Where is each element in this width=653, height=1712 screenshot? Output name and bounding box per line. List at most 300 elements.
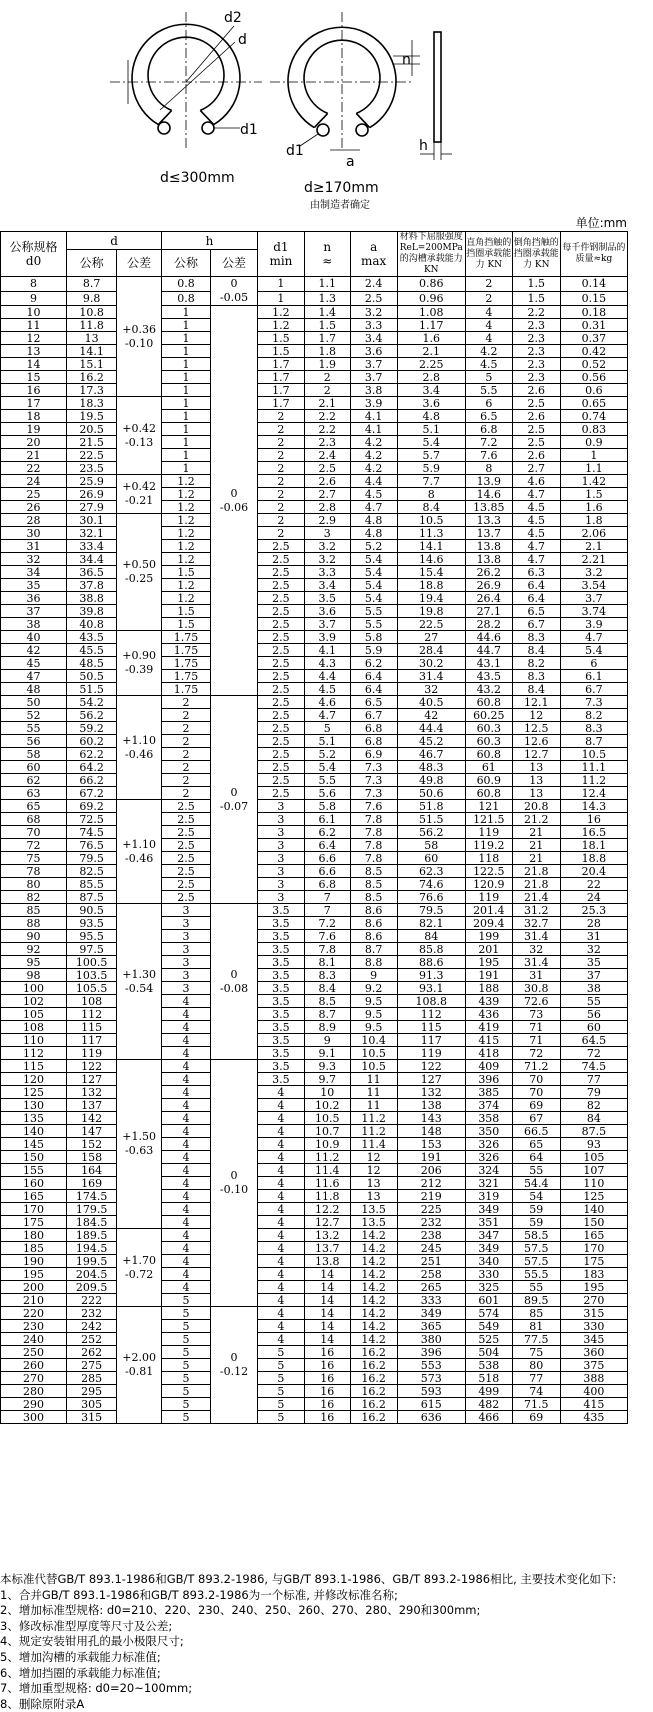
cell-h-nominal: 5	[162, 1346, 211, 1359]
cell-n: 2	[304, 371, 350, 384]
cell-groove-capacity: 115	[397, 1021, 465, 1034]
table-row	[1, 436, 628, 449]
cell-chamfer-capacity: 21	[512, 839, 560, 852]
cell-groove-capacity: 5.7	[397, 449, 465, 462]
cell-d1-min: 3.5	[257, 1034, 304, 1047]
cell-a-max: 10.5	[350, 1047, 397, 1060]
cell-h-nominal: 2.5	[162, 878, 211, 891]
cell-d-nominal: 199.5	[67, 1255, 117, 1268]
cell-d1-min: 2.5	[257, 631, 304, 644]
cell-h-nominal: 1.75	[162, 657, 211, 670]
cell-d0: 78	[1, 865, 67, 878]
cell-h-nominal: 2	[162, 722, 211, 735]
header-d1: d1 min	[257, 232, 304, 277]
cell-square-capacity: 4	[465, 319, 512, 332]
cell-d-nominal: 17.3	[67, 384, 117, 397]
cell-a-max: 14.2	[350, 1229, 397, 1242]
cell-groove-capacity: 8	[397, 488, 465, 501]
cell-d-nominal: 95.5	[67, 930, 117, 943]
cell-h-nominal: 1	[162, 436, 211, 449]
cell-mass: 55	[560, 995, 627, 1008]
cell-d0: 47	[1, 670, 67, 683]
table-row	[1, 696, 628, 709]
table-row	[1, 1398, 628, 1411]
cell-d1-min: 5	[257, 1359, 304, 1372]
cell-d1-min: 2.5	[257, 709, 304, 722]
cell-chamfer-capacity: 1.5	[512, 291, 560, 306]
cell-square-capacity: 4	[465, 332, 512, 345]
table-row	[1, 631, 628, 644]
cell-n: 3.7	[304, 618, 350, 631]
cell-h-nominal: 5	[162, 1398, 211, 1411]
table-row	[1, 1359, 628, 1372]
cell-n: 1.1	[304, 277, 350, 292]
cell-n: 2.2	[304, 410, 350, 423]
cell-d0: 125	[1, 1086, 67, 1099]
table-row	[1, 1164, 628, 1177]
cell-n: 7	[304, 904, 350, 917]
cell-chamfer-capacity: 21.8	[512, 865, 560, 878]
cell-d0: 18	[1, 410, 67, 423]
cell-a-max: 14.2	[350, 1242, 397, 1255]
cell-h-tolerance-line: -0.06	[219, 500, 249, 514]
cell-d1-min: 1.7	[257, 358, 304, 371]
table-row	[1, 291, 628, 306]
cell-groove-capacity: 51.5	[397, 813, 465, 826]
table-row	[1, 904, 628, 917]
cell-d1-min: 5	[257, 1346, 304, 1359]
table-row	[1, 787, 628, 800]
cell-square-capacity: 374	[465, 1099, 512, 1112]
cell-n: 8.3	[304, 969, 350, 982]
cell-groove-capacity: 5.9	[397, 462, 465, 475]
cell-groove-capacity: 84	[397, 930, 465, 943]
cell-a-max: 5.8	[350, 631, 397, 644]
cell-a-max: 5.4	[350, 579, 397, 592]
cell-d1-min: 2.5	[257, 618, 304, 631]
cell-chamfer-capacity: 8.3	[512, 670, 560, 683]
cell-d-nominal: 100.5	[67, 956, 117, 969]
cell-d-tolerance-line: -0.54	[125, 981, 154, 995]
cell-h-nominal: 4	[162, 1216, 211, 1229]
cell-a-max: 8.5	[350, 878, 397, 891]
cell-mass: 1	[560, 449, 627, 462]
cell-d-nominal: 79.5	[67, 852, 117, 865]
cell-a-max: 12	[350, 1164, 397, 1177]
cell-mass: 0.42	[560, 345, 627, 358]
cell-square-capacity: 418	[465, 1047, 512, 1060]
cell-d-nominal: 194.5	[67, 1242, 117, 1255]
table-row	[1, 1190, 628, 1203]
cell-d-tolerance-line: +1.10	[122, 733, 156, 747]
cell-mass: 0.14	[560, 277, 627, 292]
cell-h-nominal: 4	[162, 1008, 211, 1021]
cell-square-capacity: 60.8	[465, 696, 512, 709]
cell-mass: 10.5	[560, 748, 627, 761]
cell-chamfer-capacity: 4.5	[512, 527, 560, 540]
cell-a-max: 16.2	[350, 1385, 397, 1398]
cell-n: 1.4	[304, 306, 350, 319]
cell-groove-capacity: 219	[397, 1190, 465, 1203]
cell-d-nominal: 66.2	[67, 774, 117, 787]
cell-d0: 56	[1, 735, 67, 748]
cell-n: 2.2	[304, 423, 350, 436]
cell-h-nominal: 2.5	[162, 839, 211, 852]
cell-d1-min: 2	[257, 423, 304, 436]
cell-chamfer-capacity: 70	[512, 1086, 560, 1099]
cell-d-nominal: 37.8	[67, 579, 117, 592]
cell-mass: 0.31	[560, 319, 627, 332]
table-row	[1, 878, 628, 891]
note-line: 1、合并GB/T 893.1-1986和GB/T 893.2-1986为一个标准, 并修改标准名称;	[0, 1587, 398, 1602]
cell-mass: 3.2	[560, 566, 627, 579]
cell-d0: 17	[1, 397, 67, 410]
cell-n: 7.6	[304, 930, 350, 943]
cell-d1-min: 4	[257, 1151, 304, 1164]
cell-chamfer-capacity: 69	[512, 1411, 560, 1424]
cell-chamfer-capacity: 13	[512, 787, 560, 800]
cell-d1-min: 4	[257, 1333, 304, 1346]
cell-square-capacity: 349	[465, 1242, 512, 1255]
cell-a-max: 14.2	[350, 1281, 397, 1294]
cell-h-nominal: 2	[162, 748, 211, 761]
cell-d0: 19	[1, 423, 67, 436]
cell-n: 3.5	[304, 592, 350, 605]
cell-n: 9.1	[304, 1047, 350, 1060]
cell-mass: 0.65	[560, 397, 627, 410]
cell-mass: 0.83	[560, 423, 627, 436]
cell-a-max: 9.5	[350, 1021, 397, 1034]
cell-d0: 50	[1, 696, 67, 709]
cell-mass: 31	[560, 930, 627, 943]
cell-d1-min: 2.5	[257, 553, 304, 566]
cell-d0: 150	[1, 1151, 67, 1164]
cell-a-max: 12	[350, 1151, 397, 1164]
cell-h-nominal: 3	[162, 982, 211, 995]
cell-mass: 11.2	[560, 774, 627, 787]
cell-d0: 75	[1, 852, 67, 865]
cell-a-max: 7.3	[350, 787, 397, 800]
cell-n: 2.1	[304, 397, 350, 410]
cell-groove-capacity: 122	[397, 1060, 465, 1073]
cell-d-nominal: 45.5	[67, 644, 117, 657]
header-d-tolerance: 公差	[117, 250, 162, 277]
cell-a-max: 4.1	[350, 410, 397, 423]
cell-square-capacity: 44.7	[465, 644, 512, 657]
cell-d1-min: 4	[257, 1229, 304, 1242]
cell-square-capacity: 574	[465, 1307, 512, 1320]
cell-d-nominal: 56.2	[67, 709, 117, 722]
cell-d-tolerance-line: +1.70	[122, 1253, 156, 1267]
cell-d-nominal: 152	[67, 1138, 117, 1151]
cell-groove-capacity: 14.1	[397, 540, 465, 553]
unit-label: 单位:mm	[575, 216, 627, 230]
cell-chamfer-capacity: 6.4	[512, 592, 560, 605]
cell-groove-capacity: 380	[397, 1333, 465, 1346]
cell-h-nominal: 2	[162, 709, 211, 722]
cell-h-nominal: 2	[162, 774, 211, 787]
cell-d-nominal: 34.4	[67, 553, 117, 566]
table-row	[1, 1216, 628, 1229]
cell-n: 1.5	[304, 319, 350, 332]
cell-mass: 2.1	[560, 540, 627, 553]
cell-square-capacity: 347	[465, 1229, 512, 1242]
cell-d-nominal: 232	[67, 1307, 117, 1320]
label-h: h	[419, 138, 428, 154]
cell-d1-min: 2.5	[257, 566, 304, 579]
cell-mass: 315	[560, 1307, 627, 1320]
header-a: a max	[350, 232, 397, 277]
cell-d-tolerance-line: -0.63	[125, 1144, 154, 1157]
cell-d0: 240	[1, 1333, 67, 1346]
cell-n: 4.6	[304, 696, 350, 709]
cell-chamfer-capacity: 2.6	[512, 384, 560, 397]
cell-h-nominal: 1.5	[162, 618, 211, 631]
cell-square-capacity: 330	[465, 1268, 512, 1281]
cell-square-capacity: 349	[465, 1203, 512, 1216]
cell-n: 8.9	[304, 1021, 350, 1034]
table-row	[1, 826, 628, 839]
cell-mass: 6.1	[560, 670, 627, 683]
cell-groove-capacity: 11.3	[397, 527, 465, 540]
cell-d-nominal: 72.5	[67, 813, 117, 826]
cell-d0: 195	[1, 1268, 67, 1281]
table-row	[1, 1281, 628, 1294]
cell-a-max: 6.4	[350, 670, 397, 683]
cell-n: 2.3	[304, 436, 350, 449]
cell-h-nominal: 1.75	[162, 683, 211, 696]
cell-h-nominal: 4	[162, 1190, 211, 1203]
cell-n: 3.9	[304, 631, 350, 644]
cell-mass: 3.74	[560, 605, 627, 618]
table-row	[1, 1177, 628, 1190]
cell-a-max: 14.2	[350, 1320, 397, 1333]
table-row	[1, 277, 628, 292]
cell-groove-capacity: 615	[397, 1398, 465, 1411]
cell-chamfer-capacity: 55	[512, 1281, 560, 1294]
cell-d1-min: 2	[257, 436, 304, 449]
cell-n: 14	[304, 1294, 350, 1307]
cell-n: 1.7	[304, 332, 350, 345]
cell-square-capacity: 209.4	[465, 917, 512, 930]
cell-d0: 40	[1, 631, 67, 644]
table-row	[1, 969, 628, 982]
cell-chamfer-capacity: 65	[512, 1138, 560, 1151]
cell-d0: 25	[1, 488, 67, 501]
note-line: 3、修改标准型厚度等尺寸及公差;	[0, 1618, 173, 1633]
cell-d-tolerance-line: -0.25	[125, 572, 154, 585]
cell-d1-min: 3	[257, 800, 304, 813]
cell-groove-capacity: 7.7	[397, 475, 465, 488]
cell-mass: 35	[560, 956, 627, 969]
cell-d-nominal: 51.5	[67, 683, 117, 696]
cell-n: 2.4	[304, 449, 350, 462]
cell-chamfer-capacity: 6.5	[512, 605, 560, 618]
cell-h-nominal: 5	[162, 1333, 211, 1346]
cell-h-nominal: 4	[162, 1047, 211, 1060]
cell-square-capacity: 119.2	[465, 839, 512, 852]
cell-h-nominal: 1.75	[162, 670, 211, 683]
cell-chamfer-capacity: 69	[512, 1099, 560, 1112]
note-line: 2、增加标准型规格: d0=210、220、230、240、250、260、270、280、290和300mm;	[0, 1603, 481, 1618]
cell-mass: 1.8	[560, 514, 627, 527]
cell-n: 14	[304, 1268, 350, 1281]
cell-square-capacity: 13.7	[465, 527, 512, 540]
cell-d-nominal: 127	[67, 1073, 117, 1086]
table-row	[1, 930, 628, 943]
cell-d-nominal: 76.5	[67, 839, 117, 852]
cell-d-nominal: 132	[67, 1086, 117, 1099]
cell-a-max: 3.2	[350, 306, 397, 319]
cell-chamfer-capacity: 31.4	[512, 956, 560, 969]
cell-d0: 108	[1, 1021, 67, 1034]
cell-d0: 24	[1, 475, 67, 488]
cell-h-nominal: 1	[162, 358, 211, 371]
cell-d0: 31	[1, 540, 67, 553]
cell-groove-capacity: 1.17	[397, 319, 465, 332]
cell-mass: 140	[560, 1203, 627, 1216]
cell-d1-min: 2.5	[257, 735, 304, 748]
cell-d-nominal: 60.2	[67, 735, 117, 748]
cell-n: 5	[304, 722, 350, 735]
cell-a-max: 9.5	[350, 1008, 397, 1021]
cell-chamfer-capacity: 1.5	[512, 277, 560, 292]
table-row	[1, 1385, 628, 1398]
cell-h-nominal: 1.2	[162, 527, 211, 540]
cell-square-capacity: 7.6	[465, 449, 512, 462]
table-row	[1, 1138, 628, 1151]
cell-d1-min: 4	[257, 1112, 304, 1125]
cell-chamfer-capacity: 64	[512, 1151, 560, 1164]
cell-chamfer-capacity: 8.3	[512, 631, 560, 644]
cell-square-capacity: 43.5	[465, 670, 512, 683]
cell-a-max: 2.5	[350, 291, 397, 306]
cell-square-capacity: 8	[465, 462, 512, 475]
cell-d-nominal: 62.2	[67, 748, 117, 761]
cell-square-capacity: 26.4	[465, 592, 512, 605]
cell-chamfer-capacity: 72.6	[512, 995, 560, 1008]
cell-chamfer-capacity: 80	[512, 1359, 560, 1372]
cell-n: 6.4	[304, 839, 350, 852]
cell-d-nominal: 15.1	[67, 358, 117, 371]
cell-d1-min: 2.5	[257, 670, 304, 683]
cell-square-capacity: 5	[465, 371, 512, 384]
table-row	[1, 956, 628, 969]
cell-groove-capacity: 117	[397, 1034, 465, 1047]
cell-n: 16	[304, 1385, 350, 1398]
cell-square-capacity: 121.5	[465, 813, 512, 826]
cell-d1-min: 3.5	[257, 995, 304, 1008]
table-row	[1, 761, 628, 774]
cell-square-capacity: 466	[465, 1411, 512, 1424]
cell-chamfer-capacity: 20.8	[512, 800, 560, 813]
table-row	[1, 514, 628, 527]
cell-h-tolerance-line: -0.10	[219, 1183, 249, 1196]
cell-a-max: 11.2	[350, 1125, 397, 1138]
cell-square-capacity: 122.5	[465, 865, 512, 878]
cell-a-max: 2.4	[350, 277, 397, 292]
cell-mass: 32	[560, 943, 627, 956]
label-d: d	[238, 32, 247, 48]
cell-n: 6.6	[304, 865, 350, 878]
cell-square-capacity: 13.3	[465, 514, 512, 527]
cell-d-nominal: 90.5	[67, 904, 117, 917]
cell-square-capacity: 60.3	[465, 722, 512, 735]
cell-n: 9.7	[304, 1073, 350, 1086]
cell-h-nominal: 1.5	[162, 605, 211, 618]
cell-h-nominal: 4	[162, 995, 211, 1008]
cell-n: 5.4	[304, 761, 350, 774]
cell-d0: 65	[1, 800, 67, 813]
cell-square-capacity: 396	[465, 1073, 512, 1086]
cell-d0: 36	[1, 592, 67, 605]
cell-d1-min: 4	[257, 1307, 304, 1320]
cell-h-tolerance-line: 0	[230, 1169, 238, 1182]
cell-mass: 165	[560, 1229, 627, 1242]
cell-a-max: 9	[350, 969, 397, 982]
cell-mass: 16	[560, 813, 627, 826]
table-row	[1, 683, 628, 696]
cell-chamfer-capacity: 21.4	[512, 891, 560, 904]
cell-d1-min: 4	[257, 1294, 304, 1307]
table-row	[1, 1411, 628, 1424]
cell-d-nominal: 30.1	[67, 514, 117, 527]
cell-d1-min: 4	[257, 1320, 304, 1333]
cell-d-nominal: 54.2	[67, 696, 117, 709]
table-row	[1, 865, 628, 878]
cell-chamfer-capacity: 2.3	[512, 319, 560, 332]
cell-d0: 180	[1, 1229, 67, 1242]
table-row	[1, 345, 628, 358]
cell-d-nominal: 285	[67, 1372, 117, 1385]
cell-n: 2.7	[304, 488, 350, 501]
cell-d0: 80	[1, 878, 67, 891]
cell-d0: 12	[1, 332, 67, 345]
cell-groove-capacity: 245	[397, 1242, 465, 1255]
cell-h-nominal: 3	[162, 943, 211, 956]
cell-a-max: 9.5	[350, 995, 397, 1008]
cell-d1-min: 1	[257, 291, 304, 306]
cell-d1-min: 2.5	[257, 644, 304, 657]
cell-mass: 93	[560, 1138, 627, 1151]
cell-groove-capacity: 45.2	[397, 735, 465, 748]
cell-groove-capacity: 32	[397, 683, 465, 696]
cell-chamfer-capacity: 2.5	[512, 423, 560, 436]
cell-chamfer-capacity: 8.4	[512, 683, 560, 696]
cell-n: 4.1	[304, 644, 350, 657]
cell-n: 3.4	[304, 579, 350, 592]
cell-square-capacity: 436	[465, 1008, 512, 1021]
cell-d-tolerance-line: +0.42	[122, 421, 156, 435]
cell-mass: 64.5	[560, 1034, 627, 1047]
cell-a-max: 7.8	[350, 839, 397, 852]
cell-a-max: 9.2	[350, 982, 397, 995]
note-line: 6、增加挡圈的承载能力标准值;	[0, 1665, 161, 1680]
cell-groove-capacity: 91.3	[397, 969, 465, 982]
table-row	[1, 774, 628, 787]
cell-n: 8.4	[304, 982, 350, 995]
cell-d1-min: 2	[257, 449, 304, 462]
cell-groove-capacity: 28.4	[397, 644, 465, 657]
cell-d0: 28	[1, 514, 67, 527]
cell-d0: 63	[1, 787, 67, 800]
cell-a-max: 6.8	[350, 735, 397, 748]
cell-chamfer-capacity: 4.7	[512, 488, 560, 501]
cell-a-max: 5.4	[350, 553, 397, 566]
cell-chamfer-capacity: 81	[512, 1320, 560, 1333]
table-row	[1, 644, 628, 657]
cell-d1-min: 2.5	[257, 657, 304, 670]
